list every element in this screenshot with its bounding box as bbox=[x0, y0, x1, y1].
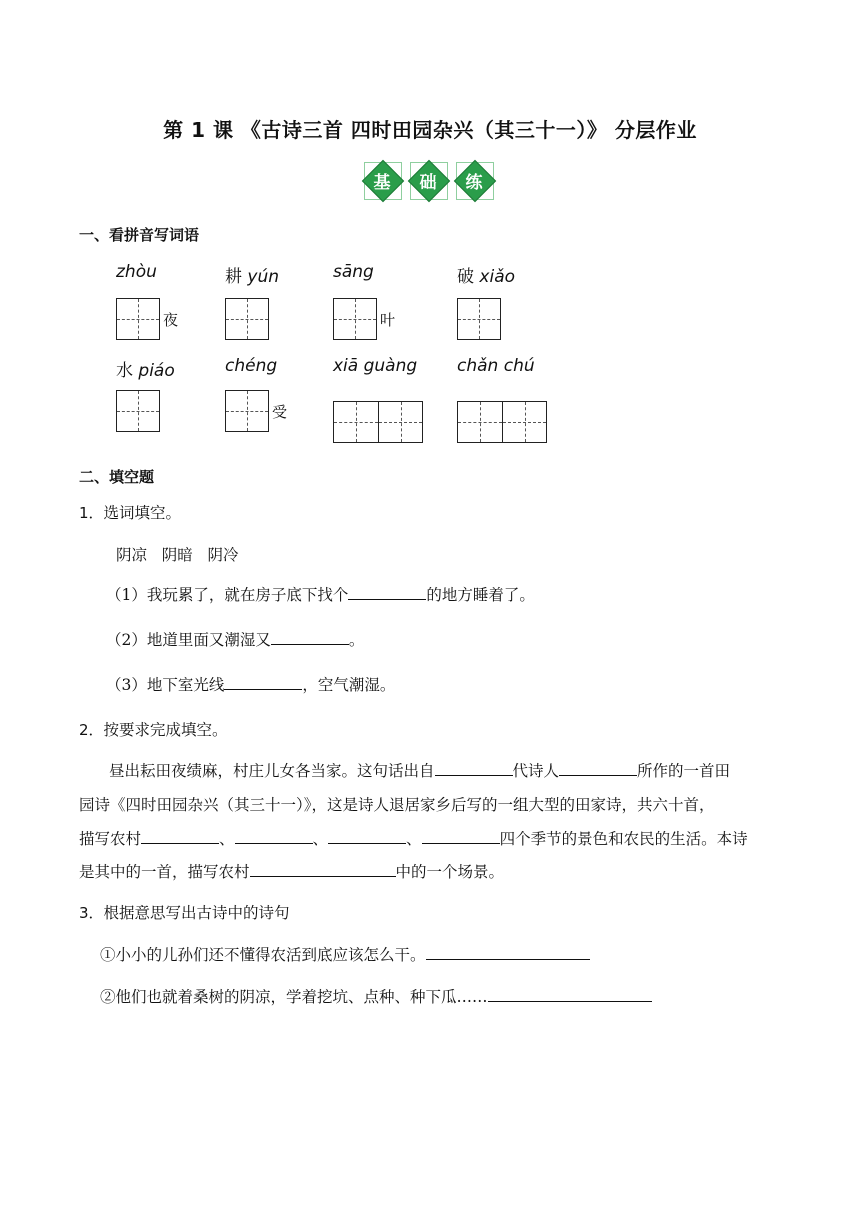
pinyin-7: xiā guàng bbox=[333, 356, 418, 376]
basic-practice-badge bbox=[362, 158, 502, 202]
blank-2-season-1[interactable] bbox=[141, 825, 219, 844]
blank-2-dynasty[interactable] bbox=[435, 757, 513, 776]
writing-box-5[interactable] bbox=[116, 390, 160, 432]
q3-item-1: ①小小的儿孙们还不懂得农活到底应该怎么干。 bbox=[100, 940, 590, 970]
blank-2-season-3[interactable] bbox=[328, 825, 406, 844]
blank-1-1[interactable] bbox=[348, 581, 426, 600]
writing-box-8[interactable] bbox=[457, 401, 547, 443]
pinyin-8: chǎn chú bbox=[457, 356, 535, 376]
q1-prompt: 1．选词填空。 bbox=[79, 504, 182, 522]
blank-3-2[interactable] bbox=[488, 983, 652, 1002]
pinyin-2: 耕 yún bbox=[225, 267, 280, 287]
q3-item-2: ②他们也就着桑树的阴凉，学着挖坑、点种、种下瓜…… bbox=[100, 982, 652, 1012]
pinyin-6: chéng bbox=[225, 356, 278, 376]
writing-box-7[interactable] bbox=[333, 401, 423, 443]
writing-box-6[interactable] bbox=[225, 390, 269, 432]
q1-word-options: 阴凉 阴暗 阴冷 bbox=[116, 546, 239, 564]
blank-2-season-2[interactable] bbox=[235, 825, 313, 844]
pinyin-1: zhòu bbox=[116, 262, 157, 282]
pinyin-3: sāng bbox=[333, 262, 374, 282]
badge-lian: 练 bbox=[454, 160, 494, 200]
writing-box-1[interactable] bbox=[116, 298, 160, 340]
badge-chu: 础 bbox=[408, 160, 448, 200]
badge-ji: 基 bbox=[362, 160, 402, 200]
q3-prompt: 3．根据意思写出古诗中的诗句 bbox=[79, 904, 290, 922]
q2-para-line-3: 描写农村 、 、 、 四个季节的景色和农民的生活。本诗 bbox=[79, 824, 748, 854]
q1-sentence-1: （1）我玩累了，就在房子底下找个 的地方睡着了。 bbox=[106, 580, 535, 610]
writing-box-2[interactable] bbox=[225, 298, 269, 340]
section2-heading: 二、填空题 bbox=[79, 468, 155, 486]
blank-2-season-4[interactable] bbox=[422, 825, 500, 844]
q2-para-line-2: 园诗《四时田园杂兴（其三十一）》，这是诗人退居家乡后写的一组大型的田家诗，共六十首， bbox=[79, 796, 715, 814]
section1-heading: 一、看拼音写词语 bbox=[79, 226, 200, 244]
blank-2-poet[interactable] bbox=[559, 757, 637, 776]
q1-sentence-2: （2）地道里面又潮湿又 。 bbox=[106, 625, 364, 655]
suffix-char-1: 夜 bbox=[163, 311, 179, 329]
pinyin-4: 破 xiǎo bbox=[457, 267, 516, 287]
page-title: 第 1 课 《古诗三首 四时田园杂兴（其三十一）》 分层作业 bbox=[163, 118, 697, 142]
writing-box-4[interactable] bbox=[457, 298, 501, 340]
writing-box-3[interactable] bbox=[333, 298, 377, 340]
q1-sentence-3: （3）地下室光线 ，空气潮湿。 bbox=[106, 670, 395, 700]
q2-prompt: 2．按要求完成填空。 bbox=[79, 721, 228, 739]
blank-1-3[interactable] bbox=[224, 671, 302, 690]
suffix-char-6: 受 bbox=[272, 403, 288, 421]
q2-para-line-1: 昼出耘田夜绩麻，村庄儿女各当家。这句话出自 代诗人 所作的一首田 bbox=[109, 756, 730, 786]
pinyin-5: 水 piáo bbox=[116, 361, 175, 381]
q2-para-line-4: 是其中的一首，描写农村 中的一个场景。 bbox=[79, 857, 504, 887]
blank-2-scene[interactable] bbox=[250, 858, 396, 877]
suffix-char-3: 叶 bbox=[380, 311, 396, 329]
blank-3-1[interactable] bbox=[426, 941, 590, 960]
blank-1-2[interactable] bbox=[271, 626, 349, 645]
